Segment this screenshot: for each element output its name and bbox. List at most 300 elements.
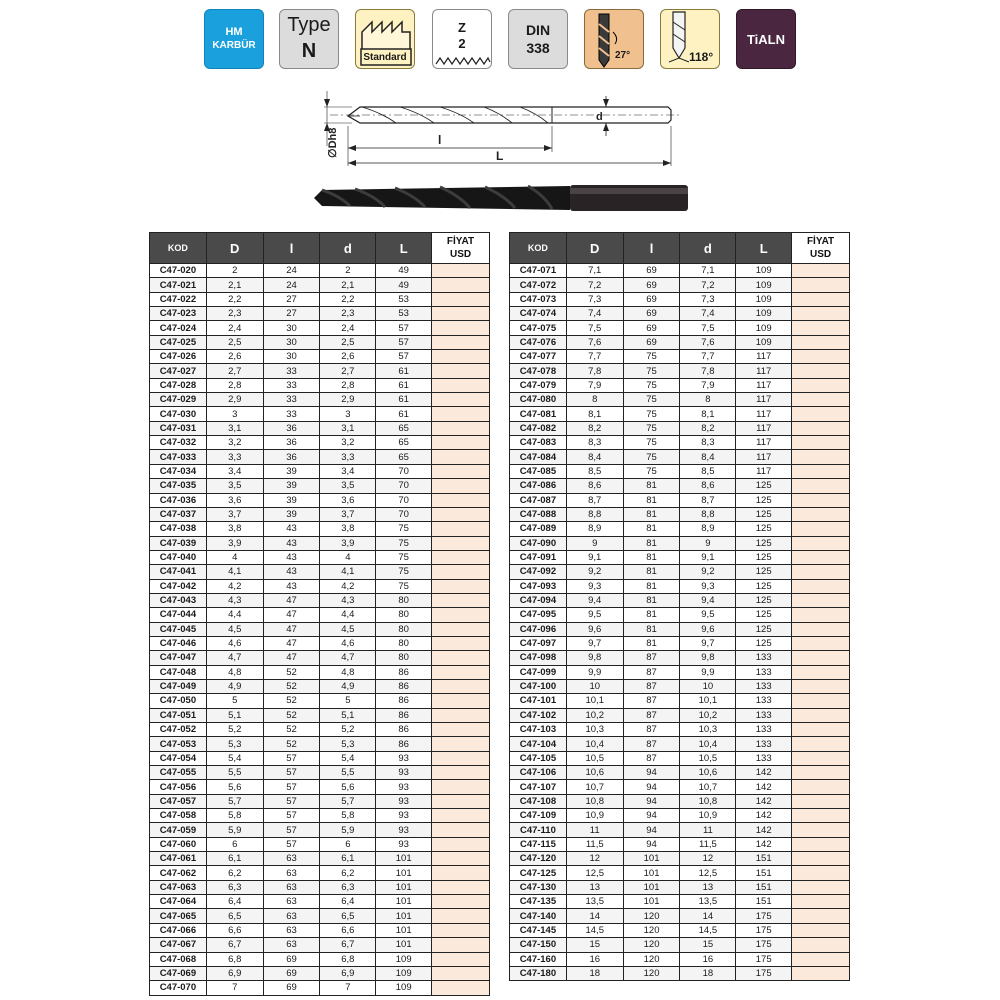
shank-diameter-cell: 3,2 (320, 436, 376, 450)
price-cell (432, 723, 490, 737)
d-diameter-cell: 2 (206, 264, 263, 278)
price-cell (792, 708, 850, 722)
table-row (150, 292, 490, 306)
price-cell (432, 708, 490, 722)
flute-length-cell: 57 (263, 823, 320, 837)
total-length-cell: 133 (736, 751, 792, 765)
price-cell (792, 766, 850, 780)
price-header-line2: USD (449, 249, 472, 260)
shank-diameter-cell: 5,7 (320, 794, 376, 808)
kod-cell: C47-071 (510, 264, 567, 278)
price-header-line1: FİYAT (446, 236, 475, 247)
price-cell (792, 923, 850, 937)
kod-cell: C47-103 (510, 723, 567, 737)
total-length-cell: 151 (736, 895, 792, 909)
shank-diameter-cell: 5,6 (320, 780, 376, 794)
flutes-badge (432, 9, 492, 69)
d-diameter-cell: 11,5 (566, 837, 623, 851)
total-length-cell: 142 (736, 794, 792, 808)
kod-cell: C47-026 (150, 350, 207, 364)
d-diameter-cell: 10,1 (566, 694, 623, 708)
drill-technical-drawing (300, 86, 700, 216)
total-length-label: L (496, 149, 504, 163)
kod-cell: C47-031 (150, 421, 207, 435)
price-cell (432, 895, 490, 909)
d-diameter-cell: 9,3 (566, 579, 623, 593)
flute-length-cell: 36 (263, 436, 320, 450)
kod-cell: C47-053 (150, 737, 207, 751)
price-cell (792, 622, 850, 636)
flute-length-cell: 63 (263, 852, 320, 866)
shank-diameter-cell: 4,6 (320, 636, 376, 650)
total-length-cell: 61 (376, 407, 432, 421)
shank-diameter-cell: 2,1 (320, 278, 376, 292)
total-length-cell: 117 (736, 421, 792, 435)
shank-diameter-cell: 12,5 (680, 866, 736, 880)
total-length-cell: 175 (736, 938, 792, 952)
price-cell (792, 479, 850, 493)
price-cell (432, 809, 490, 823)
price-cell (432, 651, 490, 665)
table-row (510, 493, 850, 507)
flute-length-cell: 43 (263, 579, 320, 593)
shank-diameter-cell: 5,2 (320, 723, 376, 737)
price-cell (432, 407, 490, 421)
shank-diameter-label: d (596, 111, 603, 123)
table-row (510, 479, 850, 493)
shank-diameter-cell: 4,2 (320, 579, 376, 593)
flute-length-cell: 57 (263, 780, 320, 794)
flute-length-cell: 87 (623, 651, 680, 665)
table-row (510, 522, 850, 536)
kod-cell: C47-150 (510, 938, 567, 952)
flute-length-cell: 94 (623, 780, 680, 794)
total-length-cell: 117 (736, 364, 792, 378)
table-row (150, 766, 490, 780)
table-body (150, 264, 490, 996)
total-length-cell: 49 (376, 264, 432, 278)
price-cell (792, 880, 850, 894)
table-row (510, 264, 850, 278)
total-length-cell: 125 (736, 593, 792, 607)
kod-cell: C47-089 (510, 522, 567, 536)
kod-cell: C47-042 (150, 579, 207, 593)
flute-length-cell: 39 (263, 479, 320, 493)
price-cell (432, 464, 490, 478)
kod-cell: C47-067 (150, 938, 207, 952)
flute-length-cell: 27 (263, 307, 320, 321)
d-diameter-cell: 9,6 (566, 622, 623, 636)
kod-cell: C47-038 (150, 522, 207, 536)
price-header-line1: FİYAT (806, 236, 835, 247)
shank-diameter-cell: 10,9 (680, 809, 736, 823)
total-length-cell: 133 (736, 723, 792, 737)
kod-cell: C47-044 (150, 608, 207, 622)
shank-diameter-cell: 2,8 (320, 378, 376, 392)
kod-cell: C47-102 (510, 708, 567, 722)
table-row (150, 608, 490, 622)
kod-cell: C47-058 (150, 809, 207, 823)
d-diameter-cell: 8,4 (566, 450, 623, 464)
coating-badge (736, 9, 796, 69)
price-cell (792, 651, 850, 665)
d-diameter-cell: 2,9 (206, 393, 263, 407)
total-length-cell: 101 (376, 909, 432, 923)
shank-diameter-cell: 6,9 (320, 966, 376, 980)
total-length-cell: 125 (736, 479, 792, 493)
kod-cell: C47-083 (510, 436, 567, 450)
shank-diameter-cell: 8 (680, 393, 736, 407)
flute-length-cell: 33 (263, 364, 320, 378)
kod-cell: C47-074 (510, 307, 567, 321)
coating-label: TiALN (746, 32, 786, 47)
total-length-cell: 125 (736, 507, 792, 521)
shank-diameter-cell: 7,4 (680, 307, 736, 321)
total-length-cell: 65 (376, 421, 432, 435)
table-row (150, 651, 490, 665)
header-kod: KOD (510, 233, 567, 264)
flute-length-cell: 69 (263, 981, 320, 995)
drill-photo (314, 185, 688, 211)
flute-length-cell: 33 (263, 393, 320, 407)
total-length-cell: 70 (376, 493, 432, 507)
table-row (150, 751, 490, 765)
d-diameter-cell: 5,3 (206, 737, 263, 751)
kod-cell: C47-061 (150, 852, 207, 866)
d-diameter-cell: 7,4 (566, 307, 623, 321)
d-diameter-cell: 8 (566, 393, 623, 407)
d-diameter-cell: 14 (566, 909, 623, 923)
flute-length-cell: 63 (263, 923, 320, 937)
d-diameter-cell: 10,3 (566, 723, 623, 737)
table-body (510, 264, 850, 981)
table-row (510, 938, 850, 952)
price-cell (792, 809, 850, 823)
flute-length-cell: 30 (263, 321, 320, 335)
header-kod: KOD (150, 233, 207, 264)
shank-diameter-cell: 6,6 (320, 923, 376, 937)
header-d: d (320, 233, 376, 264)
table-row (510, 507, 850, 521)
price-cell (432, 307, 490, 321)
table-row (510, 923, 850, 937)
flute-length-cell: 30 (263, 350, 320, 364)
flute-length-cell: 75 (623, 407, 680, 421)
flute-length-cell: 69 (263, 952, 320, 966)
table-row (150, 335, 490, 349)
total-length-cell: 75 (376, 565, 432, 579)
flute-length-cell: 81 (623, 536, 680, 550)
kod-cell: C47-035 (150, 479, 207, 493)
flute-length-cell: 120 (623, 966, 680, 980)
price-cell (792, 393, 850, 407)
table-row (150, 809, 490, 823)
d-diameter-cell: 6 (206, 837, 263, 851)
total-length-cell: 151 (736, 852, 792, 866)
d-diameter-cell: 5,7 (206, 794, 263, 808)
price-cell (792, 264, 850, 278)
price-cell (432, 909, 490, 923)
flute-length-cell: 87 (623, 708, 680, 722)
total-length-cell: 61 (376, 393, 432, 407)
flute-length-cell: 30 (263, 335, 320, 349)
header-L: L (376, 233, 432, 264)
d-diameter-cell: 8,8 (566, 507, 623, 521)
shank-diameter-cell: 3,7 (320, 507, 376, 521)
flute-length-cell: 75 (623, 436, 680, 450)
price-cell (432, 593, 490, 607)
total-length-cell: 53 (376, 307, 432, 321)
flute-length-cell: 52 (263, 708, 320, 722)
total-length-cell: 142 (736, 809, 792, 823)
d-diameter-cell: 9,7 (566, 636, 623, 650)
shank-diameter-cell: 9,2 (680, 565, 736, 579)
flute-length-cell: 120 (623, 938, 680, 952)
type-label: Type (287, 14, 331, 36)
table-row (150, 938, 490, 952)
d-diameter-cell: 5,2 (206, 723, 263, 737)
price-cell (792, 737, 850, 751)
total-length-cell: 175 (736, 952, 792, 966)
table-row (510, 407, 850, 421)
price-cell (792, 350, 850, 364)
table-row (510, 550, 850, 564)
table-row (150, 823, 490, 837)
shank-diameter-cell: 4 (320, 550, 376, 564)
shank-diameter-cell: 10,6 (680, 766, 736, 780)
table-row (150, 723, 490, 737)
table-row (510, 780, 850, 794)
kod-cell: C47-092 (510, 565, 567, 579)
total-length-cell: 93 (376, 794, 432, 808)
shank-diameter-cell: 4,8 (320, 665, 376, 679)
kod-cell: C47-104 (510, 737, 567, 751)
flute-length-cell: 33 (263, 407, 320, 421)
flute-length-cell: 69 (623, 264, 680, 278)
table-header-row (510, 233, 850, 264)
flute-length-cell: 75 (623, 421, 680, 435)
header-l: l (623, 233, 680, 264)
shank-diameter-cell: 4,1 (320, 565, 376, 579)
flute-length-cell: 75 (623, 464, 680, 478)
price-cell (792, 679, 850, 693)
d-diameter-cell: 12,5 (566, 866, 623, 880)
table-row (510, 536, 850, 550)
shank-diameter-cell: 10,3 (680, 723, 736, 737)
flute-length-cell: 69 (623, 307, 680, 321)
kod-cell: C47-041 (150, 565, 207, 579)
d-diameter-cell: 5,5 (206, 766, 263, 780)
table-row (150, 321, 490, 335)
d-diameter-cell: 4,5 (206, 622, 263, 636)
table-row (510, 622, 850, 636)
total-length-cell: 75 (376, 550, 432, 564)
price-cell (792, 823, 850, 837)
table-row (150, 981, 490, 995)
zigzag-icon (433, 10, 492, 69)
kod-cell: C47-105 (510, 751, 567, 765)
kod-cell: C47-094 (510, 593, 567, 607)
kod-cell: C47-095 (510, 608, 567, 622)
d-diameter-cell: 2,4 (206, 321, 263, 335)
d-diameter-cell: 2,1 (206, 278, 263, 292)
total-length-cell: 65 (376, 450, 432, 464)
kod-cell: C47-140 (510, 909, 567, 923)
price-cell (792, 507, 850, 521)
table-row (150, 895, 490, 909)
shank-diameter-cell: 7,2 (680, 278, 736, 292)
shank-diameter-cell: 12 (680, 852, 736, 866)
price-cell (432, 608, 490, 622)
flute-length-cell: 43 (263, 550, 320, 564)
kod-cell: C47-081 (510, 407, 567, 421)
table-row (510, 737, 850, 751)
flute-length-cell: 47 (263, 636, 320, 650)
flute-length-cell: 63 (263, 895, 320, 909)
kod-cell: C47-091 (510, 550, 567, 564)
carbide-label-line2: KARBÜR (212, 40, 256, 51)
total-length-cell: 175 (736, 923, 792, 937)
kod-cell: C47-033 (150, 450, 207, 464)
total-length-cell: 86 (376, 723, 432, 737)
norm-badge (508, 9, 568, 69)
price-cell (432, 522, 490, 536)
kod-cell: C47-101 (510, 694, 567, 708)
flute-length-cell: 43 (263, 565, 320, 579)
kod-cell: C47-096 (510, 622, 567, 636)
price-cell (792, 522, 850, 536)
total-length-cell: 142 (736, 780, 792, 794)
kod-cell: C47-079 (510, 378, 567, 392)
flute-length-cell: 57 (263, 837, 320, 851)
price-cell (432, 766, 490, 780)
price-cell (432, 852, 490, 866)
table-row (510, 307, 850, 321)
shank-diameter-cell: 7,6 (680, 335, 736, 349)
table-row (510, 278, 850, 292)
shank-diameter-cell: 2,7 (320, 364, 376, 378)
shank-diameter-cell: 18 (680, 966, 736, 980)
total-length-cell: 109 (376, 966, 432, 980)
price-cell (432, 952, 490, 966)
table-row (150, 866, 490, 880)
kod-cell: C47-049 (150, 679, 207, 693)
helix-angle-value: 27° (615, 50, 631, 61)
shank-diameter-cell: 14,5 (680, 923, 736, 937)
total-length-cell: 109 (736, 264, 792, 278)
total-length-cell: 117 (736, 436, 792, 450)
table-row (510, 579, 850, 593)
flute-length-cell: 69 (623, 278, 680, 292)
table-row (510, 464, 850, 478)
table-row (150, 464, 490, 478)
d-diameter-cell: 16 (566, 952, 623, 966)
flute-length-cell: 81 (623, 565, 680, 579)
table-row (150, 852, 490, 866)
feature-badges (0, 9, 1000, 71)
flute-length-cell: 81 (623, 636, 680, 650)
d-diameter-cell: 5,6 (206, 780, 263, 794)
d-diameter-cell: 8,1 (566, 407, 623, 421)
d-diameter-cell: 3 (206, 407, 263, 421)
kod-cell: C47-160 (510, 952, 567, 966)
total-length-cell: 109 (736, 292, 792, 306)
table-row (150, 264, 490, 278)
kod-cell: C47-078 (510, 364, 567, 378)
flute-length-cell: 94 (623, 794, 680, 808)
shank-diameter-cell: 7,5 (680, 321, 736, 335)
shank-diameter-cell: 3,9 (320, 536, 376, 550)
price-cell (432, 880, 490, 894)
shank-diameter-cell: 5,9 (320, 823, 376, 837)
table-row (510, 852, 850, 866)
kod-cell: C47-077 (510, 350, 567, 364)
total-length-cell: 142 (736, 766, 792, 780)
table-row (150, 493, 490, 507)
price-cell (792, 593, 850, 607)
kod-cell: C47-125 (510, 866, 567, 880)
kod-cell: C47-110 (510, 823, 567, 837)
total-length-cell: 133 (736, 694, 792, 708)
total-length-cell: 109 (736, 321, 792, 335)
shank-diameter-cell: 3,8 (320, 522, 376, 536)
d-diameter-cell: 12 (566, 852, 623, 866)
total-length-cell: 86 (376, 665, 432, 679)
flute-length-cell: 24 (263, 264, 320, 278)
kod-cell: C47-088 (510, 507, 567, 521)
table-row (150, 923, 490, 937)
price-cell (792, 550, 850, 564)
flute-length-cell: 101 (623, 852, 680, 866)
kod-cell: C47-068 (150, 952, 207, 966)
flute-length-cell: 52 (263, 737, 320, 751)
kod-cell: C47-069 (150, 966, 207, 980)
d-diameter-cell: 6,9 (206, 966, 263, 980)
flute-length-cell: 87 (623, 665, 680, 679)
d-diameter-cell: 6,1 (206, 852, 263, 866)
d-diameter-cell: 2,8 (206, 378, 263, 392)
kod-cell: C47-062 (150, 866, 207, 880)
total-length-cell: 125 (736, 622, 792, 636)
total-length-cell: 70 (376, 479, 432, 493)
price-cell (432, 938, 490, 952)
kod-cell: C47-086 (510, 479, 567, 493)
table-row (510, 608, 850, 622)
kod-cell: C47-065 (150, 909, 207, 923)
kod-cell: C47-080 (510, 393, 567, 407)
price-cell (432, 751, 490, 765)
flute-length-cell: 63 (263, 880, 320, 894)
shank-diameter-cell: 6,3 (320, 880, 376, 894)
kod-cell: C47-097 (510, 636, 567, 650)
shank-diameter-cell: 3 (320, 407, 376, 421)
kod-cell: C47-066 (150, 923, 207, 937)
flute-length-cell: 69 (623, 292, 680, 306)
d-diameter-cell: 7,3 (566, 292, 623, 306)
shank-diameter-cell: 8,9 (680, 522, 736, 536)
d-diameter-cell: 10,8 (566, 794, 623, 808)
kod-cell: C47-052 (150, 723, 207, 737)
price-cell (432, 966, 490, 980)
d-diameter-cell: 10,2 (566, 708, 623, 722)
shank-diameter-cell: 7,7 (680, 350, 736, 364)
table-row (510, 651, 850, 665)
table-row (510, 364, 850, 378)
shank-diameter-cell: 5,3 (320, 737, 376, 751)
total-length-cell: 109 (736, 335, 792, 349)
d-diameter-cell: 10,5 (566, 751, 623, 765)
total-length-cell: 117 (736, 464, 792, 478)
